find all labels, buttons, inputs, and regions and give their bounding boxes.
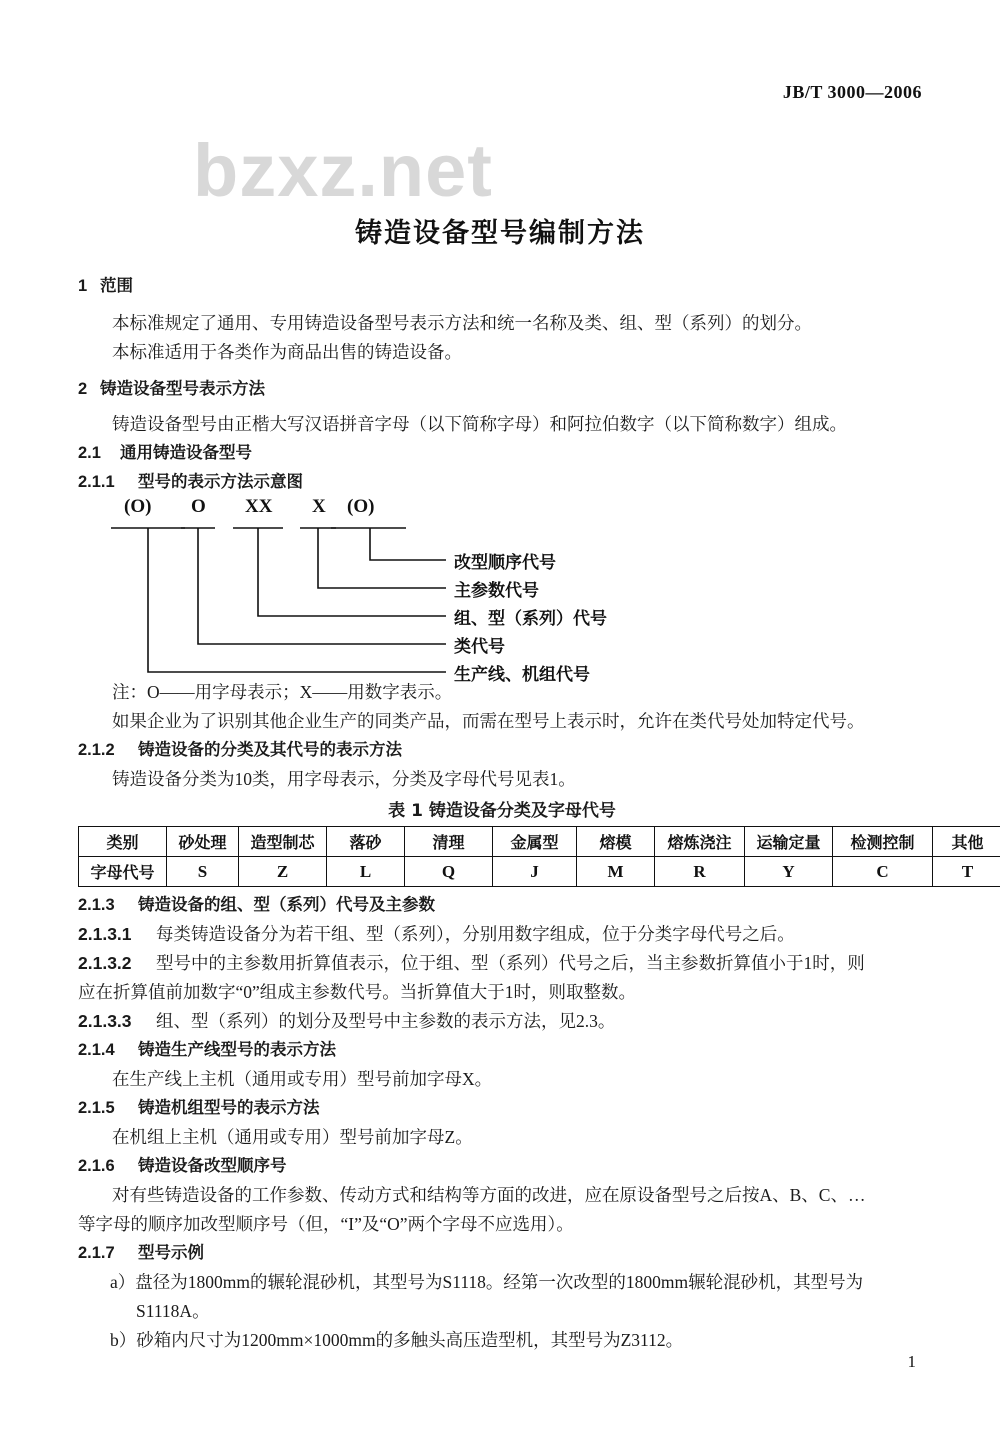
page-number: 1 xyxy=(907,1352,916,1371)
table-cell-code-1: S xyxy=(167,857,239,887)
table-cell-category-8: 运输定量 xyxy=(745,827,833,857)
section-2-1-number: 2.1 xyxy=(78,444,101,462)
table-cell-code-9: C xyxy=(833,857,933,887)
schematic-label-class-code: 类代号 xyxy=(454,637,505,657)
table-cell-category-1: 砂处理 xyxy=(167,827,239,857)
section-2-1-1-paragraph-1: 如果企业为了识别其他企业生产的同类产品，而需在型号上表示时，允许在类代号处加特定代号。 xyxy=(112,711,865,731)
schematic-label-production-line-code: 生产线、机组代号 xyxy=(454,665,590,685)
section-2-heading xyxy=(78,375,926,403)
table-1-caption: 表 1 铸造设备分类及字母代号 xyxy=(388,801,616,821)
table-cell-code-8: Y xyxy=(745,857,833,887)
watermark: bzxz.net xyxy=(193,129,493,212)
section-2-1-7-number: 2.1.7 xyxy=(78,1244,115,1262)
section-2-1-4-title: 铸造生产线型号的表示方法 xyxy=(138,1040,336,1059)
section-2-1-3-2-number: 2.1.3.2 xyxy=(78,953,132,973)
section-2-1-6-title: 铸造设备改型顺序号 xyxy=(138,1156,287,1175)
section-2-1-2-heading xyxy=(78,736,926,764)
section-1-number: 1 xyxy=(78,277,88,295)
section-1-heading xyxy=(78,272,926,300)
section-2-1-5-heading xyxy=(78,1094,926,1122)
section-2-1-1-number: 2.1.1 xyxy=(78,473,115,491)
schematic-symbol-4: X xyxy=(312,496,326,517)
table-cell-category-7: 熔炼浇注 xyxy=(655,827,745,857)
section-2-1-7-heading xyxy=(78,1239,926,1267)
example-item-a-continued: S1118A。 xyxy=(136,1301,210,1321)
schematic-label-group-type-code: 组、型（系列）代号 xyxy=(454,609,607,629)
section-2-1-4-paragraph: 在生产线上主机（通用或专用）型号前加字母X。 xyxy=(112,1069,493,1089)
section-1-paragraph-2: 本标准适用于各类作为商品出售的铸造设备。 xyxy=(112,342,462,362)
section-2-1-3-heading xyxy=(78,891,926,919)
classification-table xyxy=(78,826,1000,887)
section-2-1-5-number: 2.1.5 xyxy=(78,1099,115,1117)
page-title: 铸造设备型号编制方法 xyxy=(355,218,645,250)
table-cell-code-4: Q xyxy=(405,857,493,887)
table-cell-category-4: 清理 xyxy=(405,827,493,857)
table-row-header-code: 字母代号 xyxy=(79,857,167,887)
table-cell-code-7: R xyxy=(655,857,745,887)
table-row-categories xyxy=(79,827,1000,857)
section-2-title: 铸造设备型号表示方法 xyxy=(100,379,265,398)
table-cell-category-2: 造型制芯 xyxy=(239,827,327,857)
table-cell-category-10: 其他 xyxy=(933,827,1000,857)
table-cell-code-6: M xyxy=(577,857,655,887)
schematic-symbol-1: (O) xyxy=(124,496,152,517)
table-cell-code-3: L xyxy=(327,857,405,887)
table-cell-category-3: 落砂 xyxy=(327,827,405,857)
section-2-number: 2 xyxy=(78,380,88,398)
schematic-label-main-parameter-code: 主参数代号 xyxy=(454,581,539,601)
schematic-symbol-5: (O) xyxy=(347,496,375,517)
example-item-a: a）盘径为1800mm的辗轮混砂机，其型号为S1118。经第一次改型的1800mm辗轮混砂机，其型号为 xyxy=(110,1272,864,1292)
section-2-1-2-paragraph-1: 铸造设备分类为10类，用字母表示，分类及字母代号见表1。 xyxy=(112,769,576,789)
section-2-1-3-number: 2.1.3 xyxy=(78,896,115,914)
section-1-title: 范围 xyxy=(100,276,133,295)
section-2-1-6-heading xyxy=(78,1152,926,1180)
section-2-1-6-number: 2.1.6 xyxy=(78,1157,115,1175)
section-2-1-3-title: 铸造设备的组、型（系列）代号及主参数 xyxy=(138,895,435,914)
section-2-1-3-2-text: 型号中的主参数用折算值表示，位于组、型（系列）代号之后，当主参数折算值小于1时，则 xyxy=(156,953,865,973)
section-2-1-1-heading xyxy=(78,468,926,496)
section-2-1-3-3-text: 组、型（系列）的划分及型号中主参数的表示方法，见2.3。 xyxy=(156,1011,616,1031)
section-2-1-3-1 xyxy=(78,920,926,948)
section-2-1-1-title: 型号的表示方法示意图 xyxy=(138,472,303,491)
table-row-codes xyxy=(79,857,1000,887)
section-2-1-2-title: 铸造设备的分类及其代号的表示方法 xyxy=(138,740,402,759)
section-2-1-3-2-continued: 应在折算值前加数字“0”组成主参数代号。当折算值大于1时，则取整数。 xyxy=(78,982,637,1002)
section-2-1-6-paragraph-1: 对有些铸造设备的工作参数、传动方式和结构等方面的改进，应在原设备型号之后按A、B、C、… xyxy=(112,1185,866,1205)
section-2-1-4-number: 2.1.4 xyxy=(78,1041,115,1059)
section-2-1-title: 通用铸造设备型号 xyxy=(120,443,252,462)
section-2-1-3-3 xyxy=(78,1007,926,1035)
section-1-paragraph-1: 本标准规定了通用、专用铸造设备型号表示方法和统一名称及类、组、型（系列）的划分。 xyxy=(112,313,812,333)
section-2-1-3-2 xyxy=(78,949,926,977)
diagram-note: 注：O——用字母表示；X——用数字表示。 xyxy=(112,682,453,702)
table-cell-category-6: 熔模 xyxy=(577,827,655,857)
schematic-symbol-3: XX xyxy=(245,496,273,517)
section-2-1-heading xyxy=(78,439,926,467)
section-2-1-3-1-number: 2.1.3.1 xyxy=(78,924,132,944)
section-2-1-5-title: 铸造机组型号的表示方法 xyxy=(138,1098,320,1117)
section-2-paragraph-1: 铸造设备型号由正楷大写汉语拼音字母（以下简称字母）和阿拉伯数字（以下简称数字）组成。 xyxy=(112,414,847,434)
example-item-b: b）砂箱内尺寸为1200mm×1000mm的多触头高压造型机，其型号为Z3112。 xyxy=(110,1330,684,1350)
standard-number-header: JB/T 3000—2006 xyxy=(782,82,922,102)
section-2-1-3-3-number: 2.1.3.3 xyxy=(78,1011,132,1031)
section-2-1-2-number: 2.1.2 xyxy=(78,741,115,759)
document-body xyxy=(78,272,984,1355)
schematic-label-modification-code: 改型顺序代号 xyxy=(454,553,556,573)
table-cell-code-5: J xyxy=(493,857,577,887)
table-cell-code-2: Z xyxy=(239,857,327,887)
table-row-header-category: 类别 xyxy=(79,827,167,857)
section-2-1-6-paragraph-2: 等字母的顺序加改型顺序号（但，“I”及“O”两个字母不应选用）。 xyxy=(78,1214,574,1234)
schematic-symbol-2: O xyxy=(191,496,206,517)
table-cell-category-5: 金属型 xyxy=(493,827,577,857)
table-cell-code-10: T xyxy=(933,857,1000,887)
section-2-1-4-heading xyxy=(78,1036,926,1064)
section-2-1-5-paragraph: 在机组上主机（通用或专用）型号前加字母Z。 xyxy=(112,1127,473,1147)
table-cell-category-9: 检测控制 xyxy=(833,827,933,857)
section-2-1-3-1-text: 每类铸造设备分为若干组、型（系列），分别用数字组成，位于分类字母代号之后。 xyxy=(156,924,795,944)
section-2-1-7-title: 型号示例 xyxy=(138,1243,204,1262)
model-designation-schematic xyxy=(78,496,926,685)
